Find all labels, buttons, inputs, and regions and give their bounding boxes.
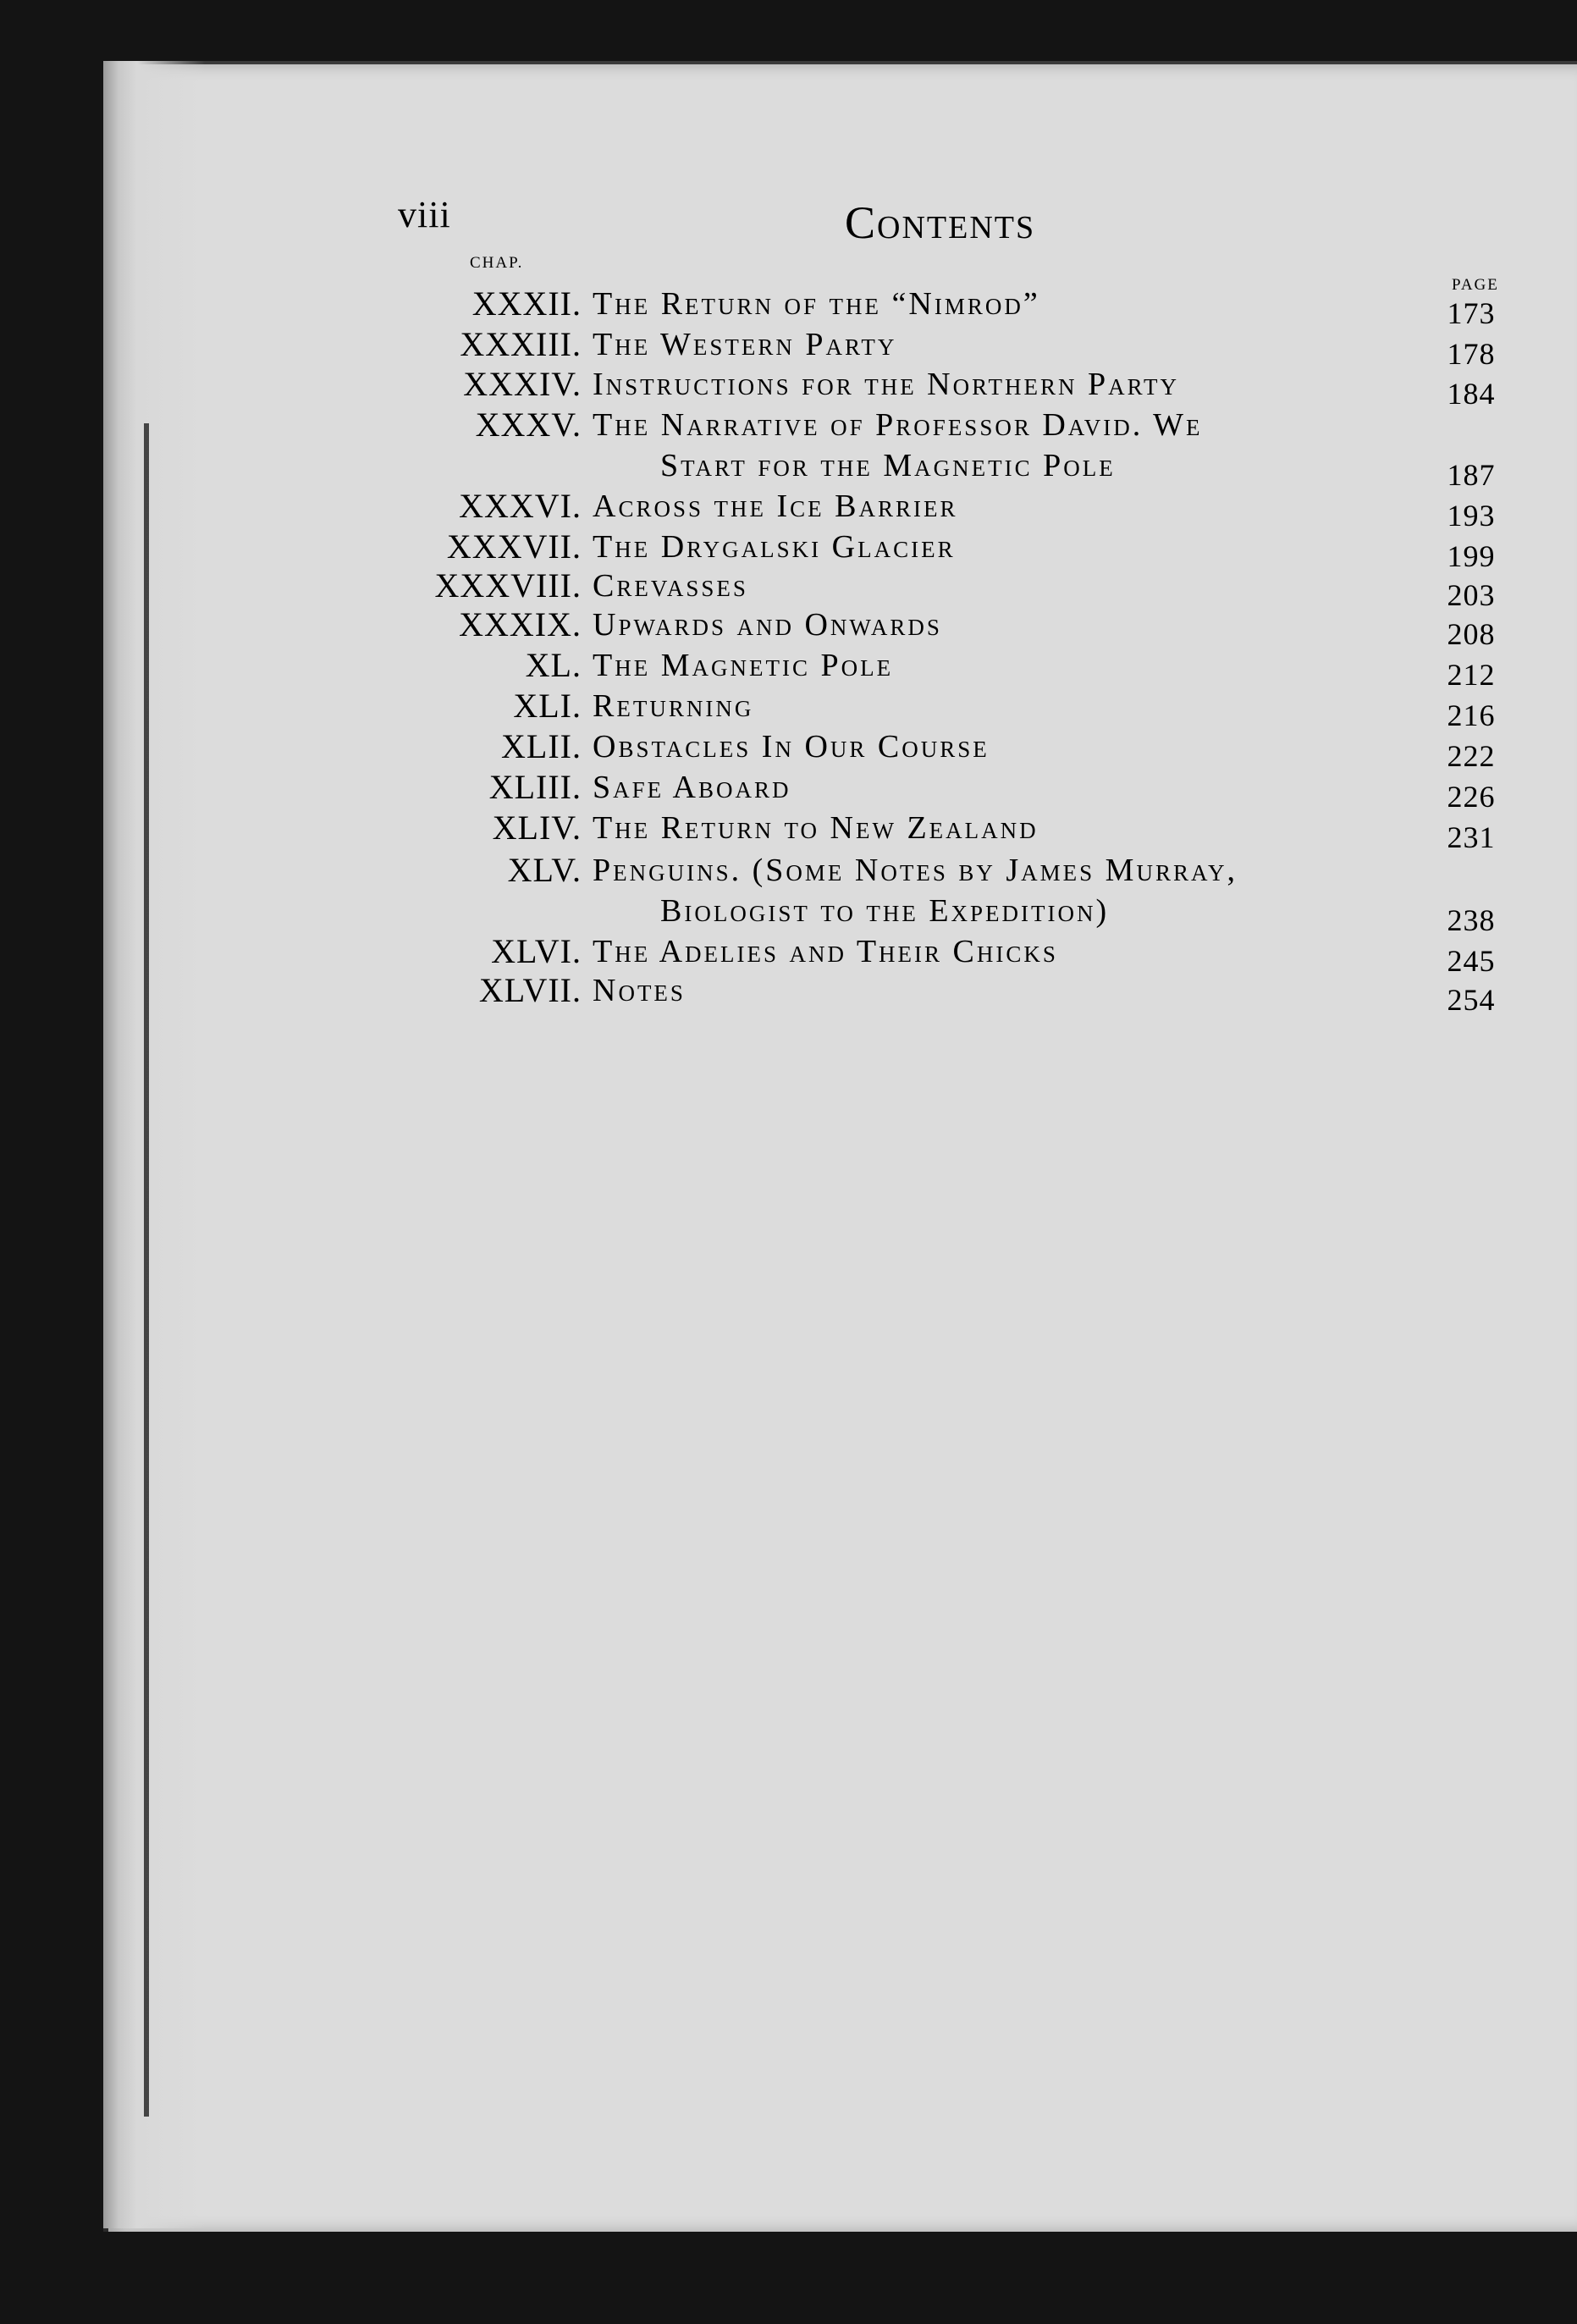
toc-entry bbox=[0, 850, 1577, 891]
toc-entry bbox=[0, 970, 1577, 1017]
chapter-number: XXXVI. bbox=[459, 487, 582, 525]
chapter-number: XLIV. bbox=[492, 809, 582, 847]
chapter-number: XXXIX. bbox=[459, 605, 582, 643]
toc-entry bbox=[0, 686, 1577, 732]
toc-entry bbox=[0, 767, 1577, 814]
chapter-number: XXXVII. bbox=[446, 527, 582, 566]
chapter-title: Notes bbox=[593, 973, 686, 1008]
chapter-page: 208 bbox=[1447, 617, 1496, 651]
chapter-page: 203 bbox=[1447, 578, 1496, 612]
chapter-page: 193 bbox=[1447, 499, 1496, 533]
chapter-title: Crevasses bbox=[593, 568, 748, 604]
toc-entry bbox=[0, 566, 1577, 612]
chapter-number: XXXV. bbox=[475, 406, 582, 444]
chapter-title: Obstacles In Our Course bbox=[593, 729, 990, 765]
chapter-number: XXXIV. bbox=[463, 365, 582, 403]
toc-entry bbox=[0, 527, 1577, 573]
chapter-number: XLII. bbox=[501, 727, 582, 765]
chapter-page: 226 bbox=[1447, 780, 1496, 814]
chapter-number: XLIII. bbox=[488, 768, 582, 806]
toc-entry bbox=[0, 931, 1577, 978]
chapter-page: 199 bbox=[1447, 539, 1496, 573]
chapter-number: XXXVIII. bbox=[434, 566, 582, 604]
toc-entry-continuation bbox=[0, 445, 1577, 492]
chapter-number: XL. bbox=[525, 646, 582, 684]
toc-entry bbox=[0, 645, 1577, 692]
toc-entry bbox=[0, 808, 1577, 854]
chapter-page: 184 bbox=[1447, 377, 1496, 411]
toc-entry bbox=[0, 726, 1577, 773]
page-number: viii bbox=[398, 194, 451, 235]
chapter-page: 222 bbox=[1447, 739, 1496, 773]
chapter-title-continued: Biologist to the Expedition) bbox=[660, 893, 1110, 929]
chapter-title: The Magnetic Pole bbox=[593, 648, 894, 683]
chapter-title: Returning bbox=[593, 688, 754, 724]
toc-entry bbox=[0, 405, 1577, 445]
chapter-title: The Adelies and Their Chicks bbox=[593, 934, 1058, 969]
chapter-title: The Narrative of Professor David. We bbox=[593, 407, 1203, 443]
chapter-page: 216 bbox=[1447, 698, 1496, 732]
toc-entry bbox=[0, 604, 1577, 651]
chapter-title: The Western Party bbox=[593, 327, 897, 362]
chapter-number: XLVII. bbox=[478, 971, 582, 1009]
chapter-page: 178 bbox=[1447, 337, 1496, 371]
chapter-page: 254 bbox=[1447, 983, 1496, 1017]
chapter-number: XXXII. bbox=[471, 284, 582, 323]
chapter-title-continued: Start for the Magnetic Pole bbox=[660, 448, 1116, 483]
chapter-title: Upwards and Onwards bbox=[593, 607, 942, 643]
chapter-page: 212 bbox=[1447, 658, 1496, 692]
chapter-page: 173 bbox=[1447, 296, 1496, 330]
toc-entry bbox=[0, 284, 1577, 330]
chapter-title: Across the Ice Barrier bbox=[593, 489, 958, 524]
chapter-title: The Drygalski Glacier bbox=[593, 529, 956, 565]
chapter-page: 245 bbox=[1447, 944, 1496, 978]
chapter-title: The Return to New Zealand bbox=[593, 810, 1039, 846]
page-column-label: PAGE bbox=[1452, 276, 1499, 294]
running-head: Contents bbox=[845, 197, 1036, 248]
chapter-number: XLI. bbox=[513, 687, 582, 725]
chapter-title: Penguins. (Some Notes by James Murray, bbox=[593, 853, 1238, 888]
toc-entry bbox=[0, 486, 1577, 533]
chap-column-label: CHAP. bbox=[470, 254, 524, 272]
chapter-title: Instructions for the Northern Party bbox=[593, 367, 1180, 402]
toc-entry bbox=[0, 364, 1577, 411]
chapter-number: XLVI. bbox=[491, 932, 582, 970]
chapter-title: The Return of the “Nimrod” bbox=[593, 286, 1040, 322]
toc-entry-continuation bbox=[0, 891, 1577, 937]
chapter-number: XLV. bbox=[507, 851, 582, 889]
chapter-title: Safe Aboard bbox=[593, 770, 791, 805]
chapter-page: 231 bbox=[1447, 820, 1496, 854]
chapter-page: 187 bbox=[1447, 458, 1496, 492]
chapter-page: 238 bbox=[1447, 903, 1496, 937]
chapter-number: XXXIII. bbox=[460, 325, 582, 363]
toc-entry bbox=[0, 324, 1577, 371]
